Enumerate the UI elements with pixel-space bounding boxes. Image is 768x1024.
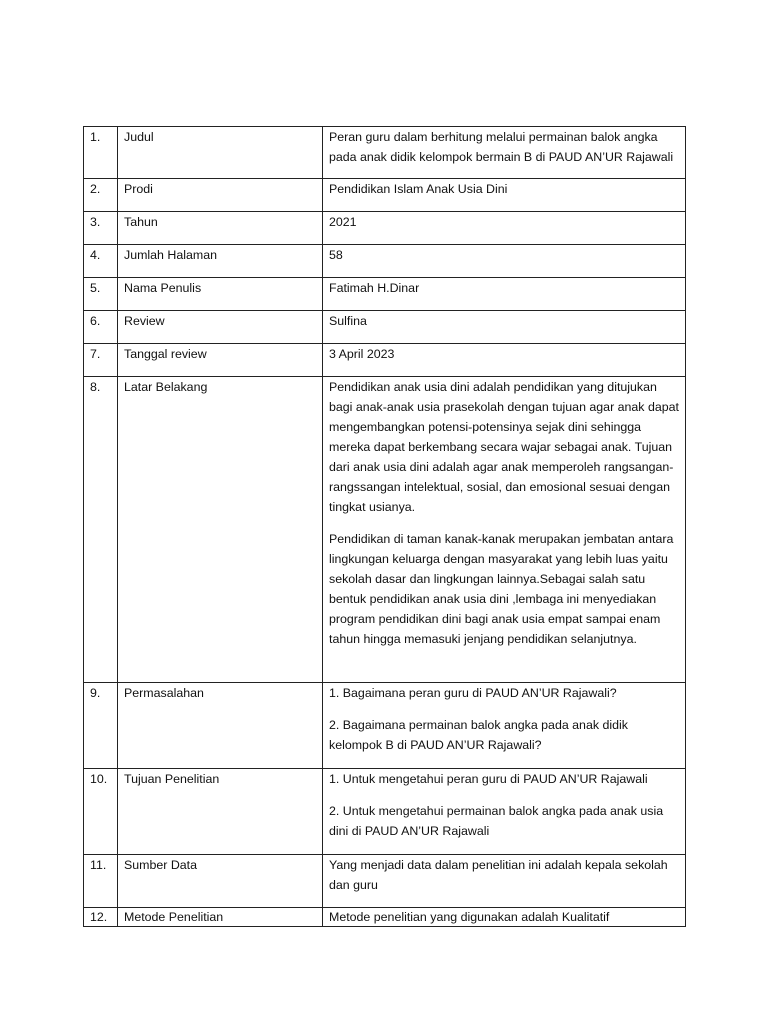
row-number: 3. (84, 212, 118, 245)
row-number: 2. (84, 179, 118, 212)
table-row (84, 344, 686, 377)
row-number: 4. (84, 245, 118, 278)
row-number: 5. (84, 278, 118, 311)
table-row (84, 377, 686, 683)
row-number: 8. (84, 377, 118, 683)
table-row (84, 908, 686, 927)
row-label: Metode Penelitian (118, 908, 323, 927)
row-value (323, 127, 686, 179)
value-paragraph: 2. Bagaimana permainan balok angka pada anak didik kelompok B di PAUD AN’UR Rajawali? (329, 718, 628, 752)
row-value (323, 278, 686, 311)
table-row (84, 212, 686, 245)
row-number: 10. (84, 769, 118, 855)
value-paragraph: Sulfina (329, 314, 367, 328)
value-paragraph: Pendidikan Islam Anak Usia Dini (329, 182, 508, 196)
row-label: Prodi (118, 179, 323, 212)
row-label: Tujuan Penelitian (118, 769, 323, 855)
value-paragraph: Yang menjadi data dalam penelitian ini adalah kepala sekolah dan guru (329, 858, 668, 892)
table-row (84, 683, 686, 769)
table-row (84, 855, 686, 908)
value-paragraph: Peran guru dalam berhitung melalui permainan balok angka pada anak didik kelompok bermain B di PAUD AN’UR Rajawali (329, 130, 674, 164)
row-value (323, 908, 686, 927)
row-value (323, 245, 686, 278)
value-paragraph: Pendidikan anak usia dini adalah pendidikan yang ditujukan bagi anak-anak usia prasekolah dengan tujuan agar anak dapat mengembangkan potensi-potensinya sejak dini sehingga mereka dapat berkembang secara wajar sebagai anak. Tujuan dari anak usia dini adalah agar anak memperoleh rangsangan-rangssangan intelektual, sosial, dan emosional sesuai dengan tingkat usianya. (329, 380, 679, 514)
table-row (84, 179, 686, 212)
review-table (83, 126, 686, 927)
value-paragraph: Metode penelitian yang digunakan adalah Kualitatif (329, 910, 610, 924)
row-label: Jumlah Halaman (118, 245, 323, 278)
row-label: Tanggal review (118, 344, 323, 377)
value-paragraph: 58 (329, 248, 343, 262)
table-row (84, 127, 686, 179)
row-number: 12. (84, 908, 118, 927)
value-paragraph: 3 April 2023 (329, 347, 395, 361)
row-number: 9. (84, 683, 118, 769)
row-value (323, 769, 686, 855)
row-value (323, 179, 686, 212)
row-number: 11. (84, 855, 118, 908)
row-value (323, 377, 686, 683)
row-label: Permasalahan (118, 683, 323, 769)
row-label: Sumber Data (118, 855, 323, 908)
table-row (84, 245, 686, 278)
row-label: Review (118, 311, 323, 344)
row-value (323, 311, 686, 344)
value-paragraph: 1. Untuk mengetahui peran guru di PAUD AN’UR Rajawali (329, 772, 648, 786)
value-paragraph: Pendidikan di taman kanak-kanak merupakan jembatan antara lingkungan keluarga dengan masyarakat yang lebih luas yaitu sekolah dasar dan lingkungan lainnya.Sebagai salah satu bentuk pendidikan anak usia dini ,lembaga ini menyediakan program pendidikan dini bagi anak usia empat sampai enam tahun hingga memasuki jenjang pendidikan selanjutnya. (329, 532, 674, 646)
row-number: 7. (84, 344, 118, 377)
row-label: Latar Belakang (118, 377, 323, 683)
row-number: 1. (84, 127, 118, 179)
value-paragraph: 2021 (329, 215, 357, 229)
row-label: Judul (118, 127, 323, 179)
row-label: Nama Penulis (118, 278, 323, 311)
row-value (323, 212, 686, 245)
row-number: 6. (84, 311, 118, 344)
row-value (323, 855, 686, 908)
row-value (323, 683, 686, 769)
row-value (323, 344, 686, 377)
value-paragraph: 2. Untuk mengetahui permainan balok angka pada anak usia dini di PAUD AN’UR Rajawali (329, 804, 664, 838)
table-row (84, 311, 686, 344)
value-paragraph: Fatimah H.Dinar (329, 281, 420, 295)
table-row (84, 278, 686, 311)
row-label: Tahun (118, 212, 323, 245)
value-paragraph: 1. Bagaimana peran guru di PAUD AN’UR Rajawali? (329, 686, 617, 700)
table-row (84, 769, 686, 855)
